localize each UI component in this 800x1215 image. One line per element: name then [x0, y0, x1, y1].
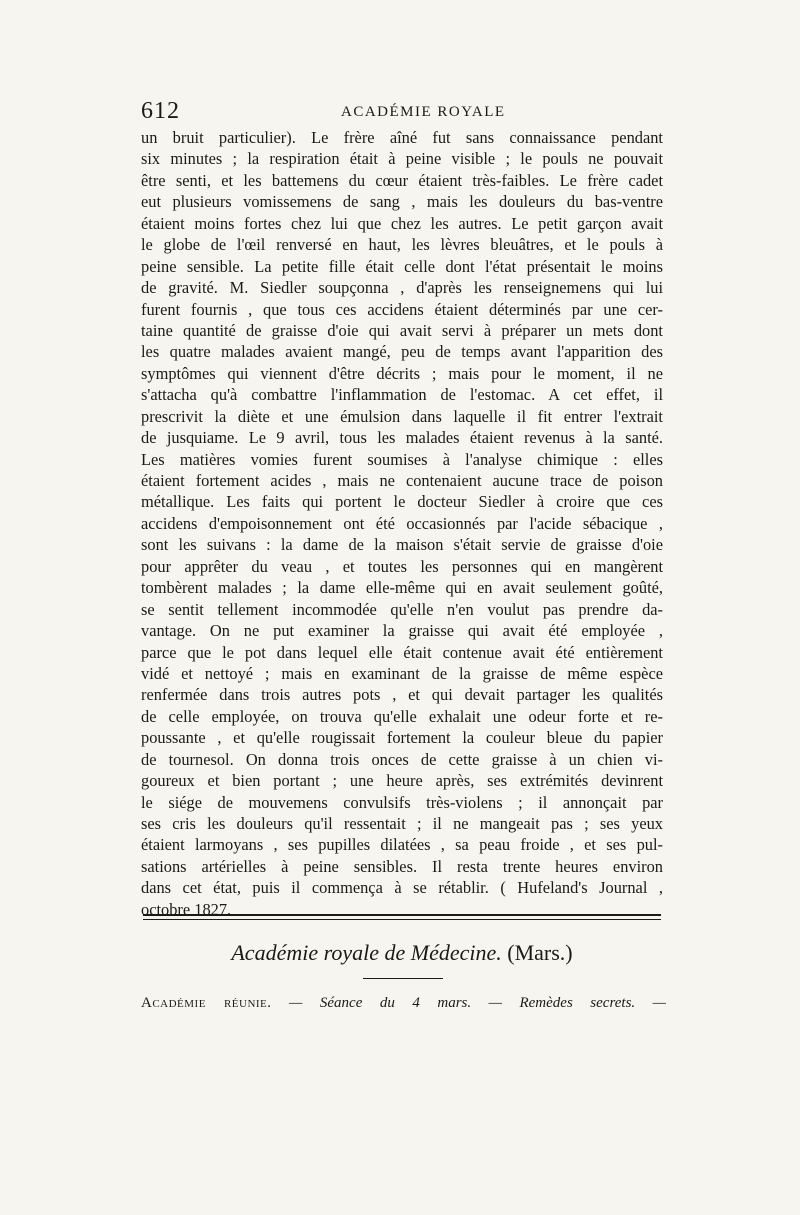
short-rule [363, 978, 443, 979]
text-line: pour apprêter du veau , et toutes les personnes qui en mangèrent [141, 556, 663, 576]
text-line: être senti, et les battemens du cœur étaient très-faibles. Le frère cadet [141, 170, 663, 190]
page-number: 612 [141, 98, 180, 124]
text-line: se sentit tellement incommodée qu'elle n'en voulut pas prendre da- [141, 599, 663, 619]
text-line: étaient moins fortes chez lui que chez les autres. Le petit garçon avait [141, 213, 663, 233]
running-title: ACADÉMIE ROYALE [341, 104, 506, 120]
text-line: six minutes ; la respiration était à peine visible ; le pouls ne pouvait [141, 149, 663, 169]
text-line: poussante , et qu'elle rougissait fortement la couleur bleue du papier [141, 728, 663, 748]
text-line: métallique. Les faits qui portent le docteur Siedler à croire que ces [141, 492, 663, 512]
text-line: taine quantité de graisse d'oie qui avait servi à préparer un mets dont [141, 320, 663, 340]
text-line: eut plusieurs vomissemens de sang , mais les douleurs du bas-ventre [141, 192, 663, 212]
text-line: parce que le pot dans lequel elle était contenue avait été entièrement [141, 642, 663, 662]
text-line: renfermée dans trois autres pots , et qui devait partager les qualités [141, 685, 663, 705]
text-line: étaient larmoyans , ses pupilles dilatées , sa peau froide , et ses pul- [141, 835, 663, 855]
text-line: octobre 1827. [141, 899, 232, 919]
subheading-text: — Séance du 4 mars. — Remèdes secrets. — [271, 995, 666, 1011]
text-line: vantage. On ne put examiner la graisse qui avait été employée , [141, 621, 663, 641]
text-line: de jusquiame. Le 9 avril, tous les malades étaient revenus à la santé. [141, 428, 663, 448]
text-line: étaient fortement acides , mais ne contenaient aucune trace de poison [141, 471, 663, 490]
text-line: tombèrent malades ; la dame elle-même qui en avait seulement goûté, [141, 578, 663, 598]
double-rule-top [143, 914, 661, 916]
text-line: de gravité. M. Siedler soupçonna , d'après les renseignemens qui lui [141, 278, 663, 298]
text-line: vidé et nettoyé ; mais en examinant de la graisse de même espèce [141, 663, 663, 683]
text-line: furent fournis , que tous ces accidens étaient déterminés par une cer- [141, 299, 663, 319]
section-heading [143, 940, 661, 966]
text-line: ses cris les douleurs qu'il ressentait ; il ne mangeait pas ; ses yeux [141, 814, 663, 833]
text-line: s'attacha qu'à combattre l'inflammation de l'estomac. A cet effet, il [141, 385, 663, 405]
text-line: sations artérielles à peine sensibles. Il resta trente heures environ [141, 856, 663, 876]
text-line: goureux et bien portant ; une heure après, ses extrémités devinrent [141, 771, 663, 791]
double-rule-bottom [143, 919, 661, 920]
text-line: de tournesol. On donna trois onces de cette graisse à un chien vi- [141, 749, 663, 769]
text-line: Les matières vomies furent soumises à l'analyse chimique : elles [141, 449, 663, 469]
text-line: peine sensible. La petite fille était celle dont l'état présentait le moins [141, 256, 663, 276]
text-line: de celle employée, on trouva qu'elle exhalait une odeur forte et re- [141, 706, 663, 726]
text-line: le globe de l'œil renversé en haut, les lèvres bleuâtres, et le pouls à [141, 235, 663, 255]
text-line: prescrivit la diète et une émulsion dans laquelle il fit entrer l'extrait [141, 406, 663, 426]
session-subheading [141, 995, 666, 1012]
text-line: dans cet état, puis il commença à se rétablir. ( Hufeland's Journal , [141, 878, 663, 898]
text-line: accidens d'empoisonnement ont été occasionnés par l'acide sébacique , [141, 513, 663, 533]
text-line: sont les suivans : la dame de la maison s'était servie de graisse d'oie [141, 535, 663, 555]
text-line: un bruit particulier). Le frère aîné fut sans connaissance pendant [141, 128, 663, 147]
text-line: symptômes qui viennent d'être décrits ; mais pour le moment, il ne [141, 363, 663, 383]
section-heading-month: (Mars.) [501, 940, 573, 965]
body-text [141, 127, 663, 920]
section-heading-name: Académie royale de Médecine. [231, 940, 502, 965]
running-head [141, 98, 666, 128]
text-line: le siége de mouvemens convulsifs très-violens ; il annonçait par [141, 792, 663, 812]
text-line: les quatre malades avaient mangé, peu de temps avant l'apparition des [141, 342, 663, 362]
subheading-label: Académie réunie. [141, 995, 272, 1011]
